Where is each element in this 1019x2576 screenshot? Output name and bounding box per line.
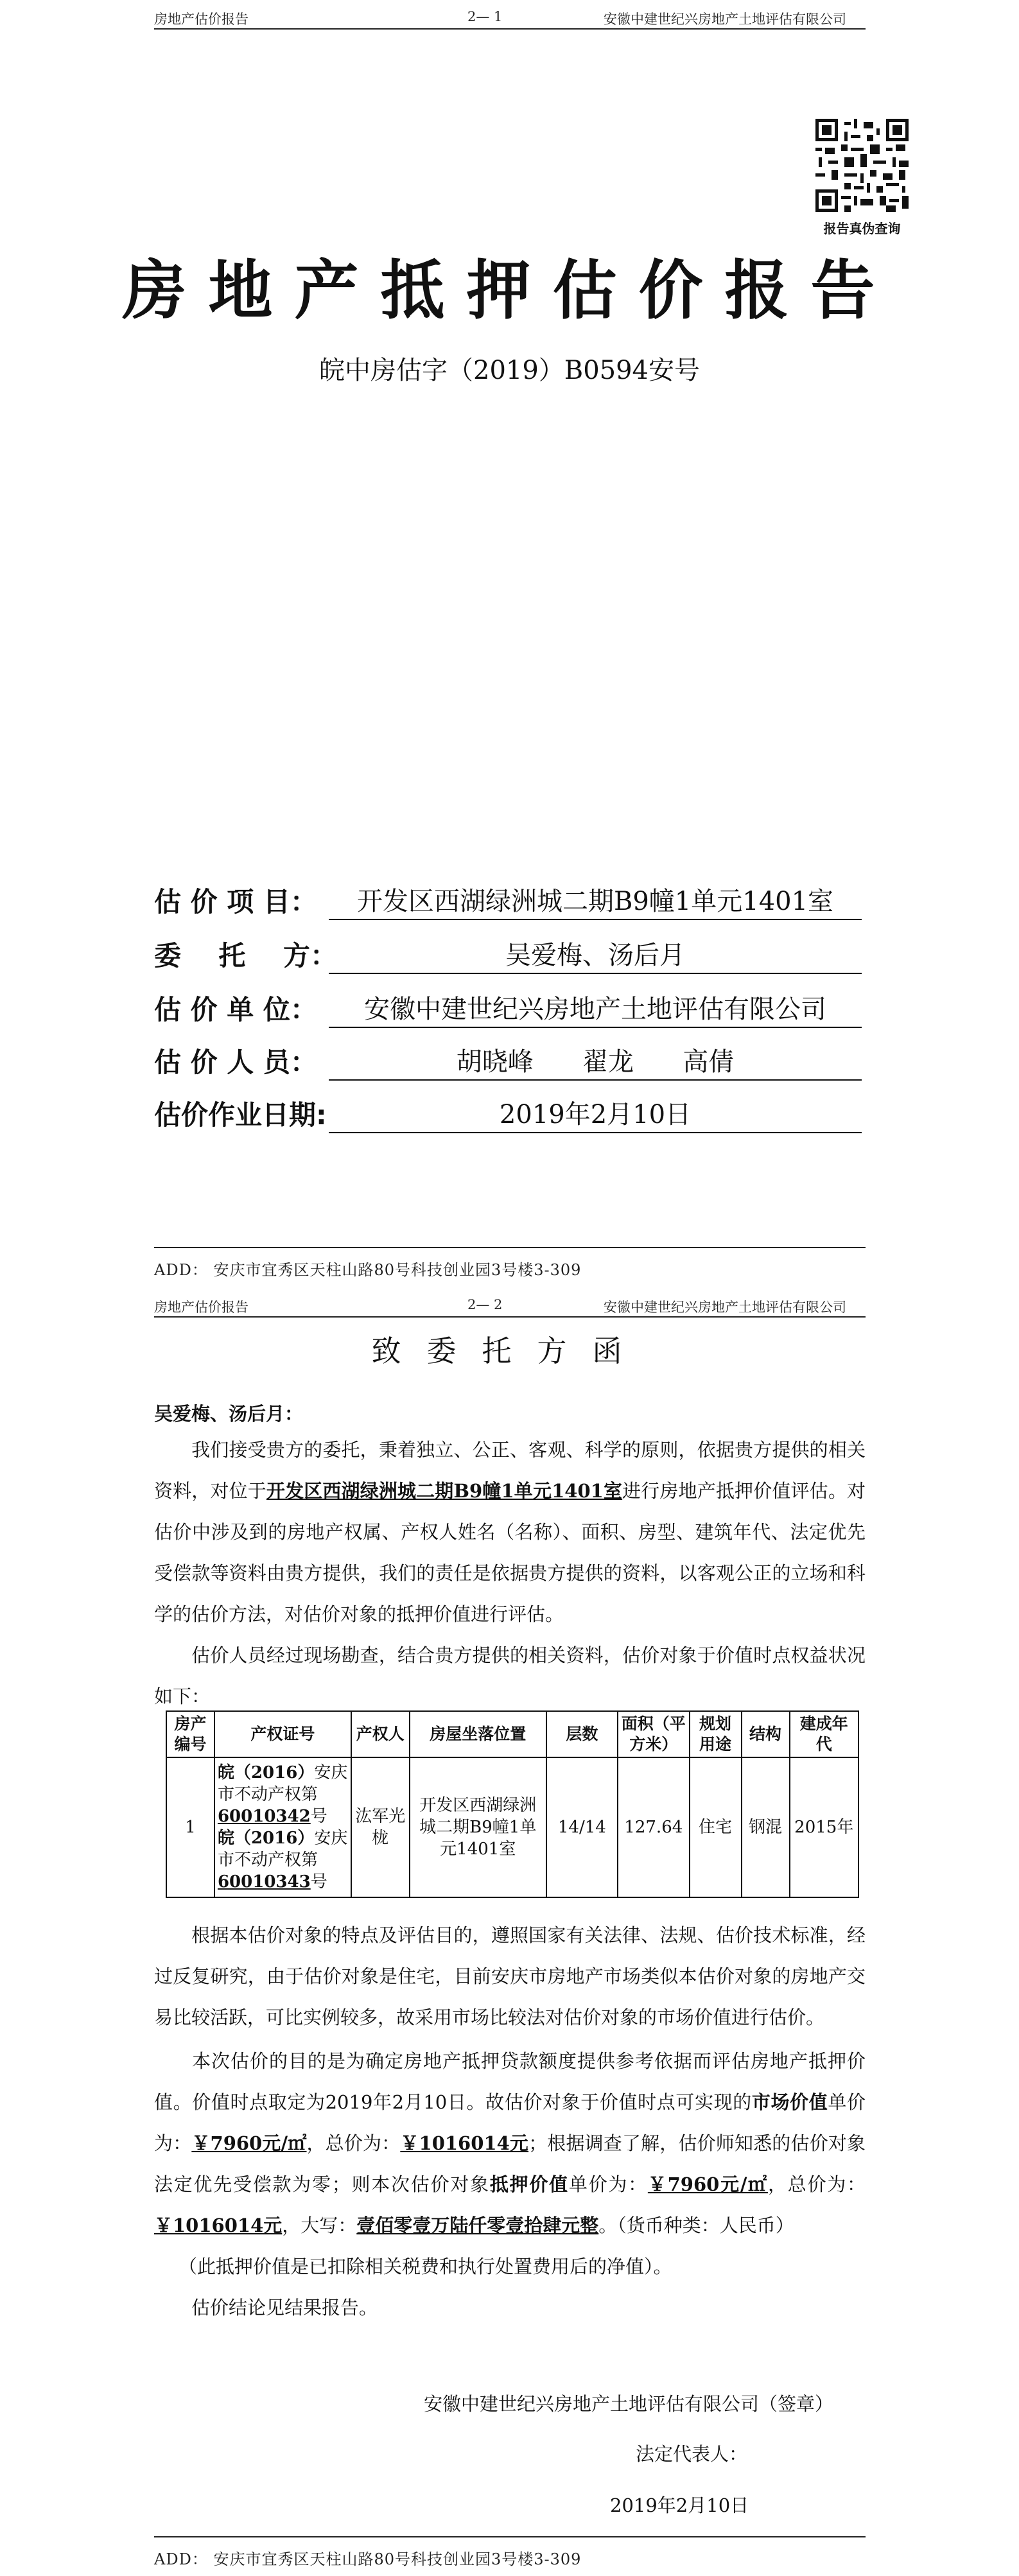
qr-code-icon[interactable] [815, 119, 909, 212]
header-page-number: 2— 2 [467, 1297, 503, 1312]
letter-title: 致委托方函 [371, 1334, 648, 1368]
mortgage-total-price: ￥1016014元 [154, 2215, 283, 2236]
field-value-client: 吴爱梅、汤后月 [329, 935, 862, 974]
field-label-client: 委 托 方： [154, 940, 337, 971]
report-title: 房地产抵押估价报告 [122, 253, 897, 328]
signature-company: 安徽中建世纪兴房地产土地评估有限公司（签章） [424, 2393, 834, 2415]
field-label-appraiser-company: 估 价 单 位： [154, 994, 317, 1025]
col-header: 房屋坐落位置 [410, 1711, 546, 1757]
field-value-work-date: 2019年2月10日 [329, 1094, 862, 1133]
field-label-work-date: 估价作业日期: [154, 1099, 327, 1131]
table-row: 1 皖（2016）安庆市不动产权第60010342号 皖（2016）安庆市不动产权第60010343号 汯军光栊 开发区西湖绿洲城二期B9幢1单元1401室 14/14 127.64 住宅 钢混 2015年 [166, 1757, 858, 1897]
footer-address: ADD： 安庆市宜秀区天柱山路80号科技创业园3号楼3-309 [154, 1261, 582, 1279]
paragraph-valuation: 本次估价的目的是为确定房地产抵押贷款额度提供参考依据而评估房地产抵押价值。价值时点取定为2019年2月10日。故估价对象于价值时点可实现的市场价值单价为：￥7960元/㎡，总价为：￥1016014元；根据调查了解，估价师知悉的估价对象法定优先受偿款为零；则本次估价对象抵押价值单价为：￥7960元/㎡，总价为：￥1016014元，大写：壹佰零壹万陆仟零壹拾肆元整。（货币种类：人民币） [154, 2050, 866, 2236]
paragraph-survey: 估价人员经过现场勘查，结合贵方提供的相关资料，估价对象于价值时点权益状况如下： [154, 1644, 866, 1707]
paragraph-method: 根据本估价对象的特点及评估目的，遵照国家有关法律、法规、估价技术标准，经过反复研究，由于估价对象是住宅，目前安庆市房地产市场类似本估价对象的房地产交易比较活跃，可比实例较多，故采用市场比较法对估价对象的市场价值进行估价。 [154, 1924, 866, 2028]
paragraph-net-value-note: （此抵押价值是已扣除相关税费和执行处置费用后的净值）。 [179, 2256, 672, 2277]
col-header: 产权人 [351, 1711, 410, 1757]
qr-caption: 报告真伪查询 [823, 221, 901, 236]
col-header: 建成年代 [790, 1711, 858, 1757]
footer-rule [154, 2536, 866, 2537]
col-header: 产权证号 [214, 1711, 351, 1757]
property-table [166, 1710, 859, 1898]
col-header: 结构 [742, 1711, 790, 1757]
certificate-numbers: 皖（2016）安庆市不动产权第60010342号 皖（2016）安庆市不动产权第60010343号 [214, 1757, 351, 1897]
amount-in-words: 壹佰零壹万陆仟零壹拾肆元整 [356, 2215, 599, 2236]
field-label-appraisers: 估 价 人 员： [154, 1047, 317, 1078]
mortgage-unit-price: ￥7960元/㎡ [647, 2173, 768, 2195]
field-value-appraisers: 胡晓峰 翟龙 高倩 [329, 1041, 862, 1081]
header-right: 安徽中建世纪兴房地产土地评估有限公司 [604, 12, 846, 27]
salutation: 吴爱梅、汤后月： [154, 1403, 304, 1425]
col-header: 层数 [546, 1711, 618, 1757]
header-rule [154, 1316, 866, 1318]
document-number: 皖中房估字（2019）B0594安号 [319, 356, 700, 385]
col-header: 面积（平方米） [618, 1711, 689, 1757]
property-address: 开发区西湖绿洲城二期B9幢1单元1401室 [266, 1480, 623, 1502]
col-header: 房产编号 [166, 1711, 214, 1757]
field-value-appraiser-company: 安徽中建世纪兴房地产土地评估有限公司 [329, 989, 862, 1028]
signature-legal-rep: 法定代表人： [636, 2443, 748, 2465]
header-left: 房地产估价报告 [154, 1300, 248, 1315]
signature-date: 2019年2月10日 [610, 2494, 749, 2516]
footer-address: ADD： 安庆市宜秀区天柱山路80号科技创业园3号楼3-309 [154, 2550, 582, 2568]
header-left: 房地产估价报告 [154, 12, 248, 27]
paragraph-commission: 我们接受贵方的委托，秉着独立、公正、客观、科学的原则，依据贵方提供的相关资料，对位于开发区西湖绿洲城二期B9幢1单元1401室进行房地产抵押价值评估。对估价中涉及到的房地产权属、产权人姓名（名称）、面积、房型、建筑年代、法定优先受偿款等资料由贵方提供，我们的责任是依据贵方提供的资料，以客观公正的立场和科学的估价方法，对估价对象的抵押价值进行评估。 [154, 1439, 866, 1625]
field-value-project: 开发区西湖绿洲城二期B9幢1单元1401室 [329, 881, 862, 920]
header-rule [154, 28, 866, 30]
field-label-project: 估 价 项 目： [154, 886, 317, 918]
header-right: 安徽中建世纪兴房地产土地评估有限公司 [604, 1300, 846, 1315]
header-page-number: 2— 1 [467, 9, 503, 24]
market-total-price: ￥1016014元 [400, 2132, 529, 2154]
footer-rule [154, 1247, 866, 1248]
paragraph-conclusion: 估价结论见结果报告。 [191, 2297, 378, 2319]
col-header: 规划用途 [690, 1711, 742, 1757]
market-unit-price: ￥7960元/㎡ [191, 2132, 307, 2154]
